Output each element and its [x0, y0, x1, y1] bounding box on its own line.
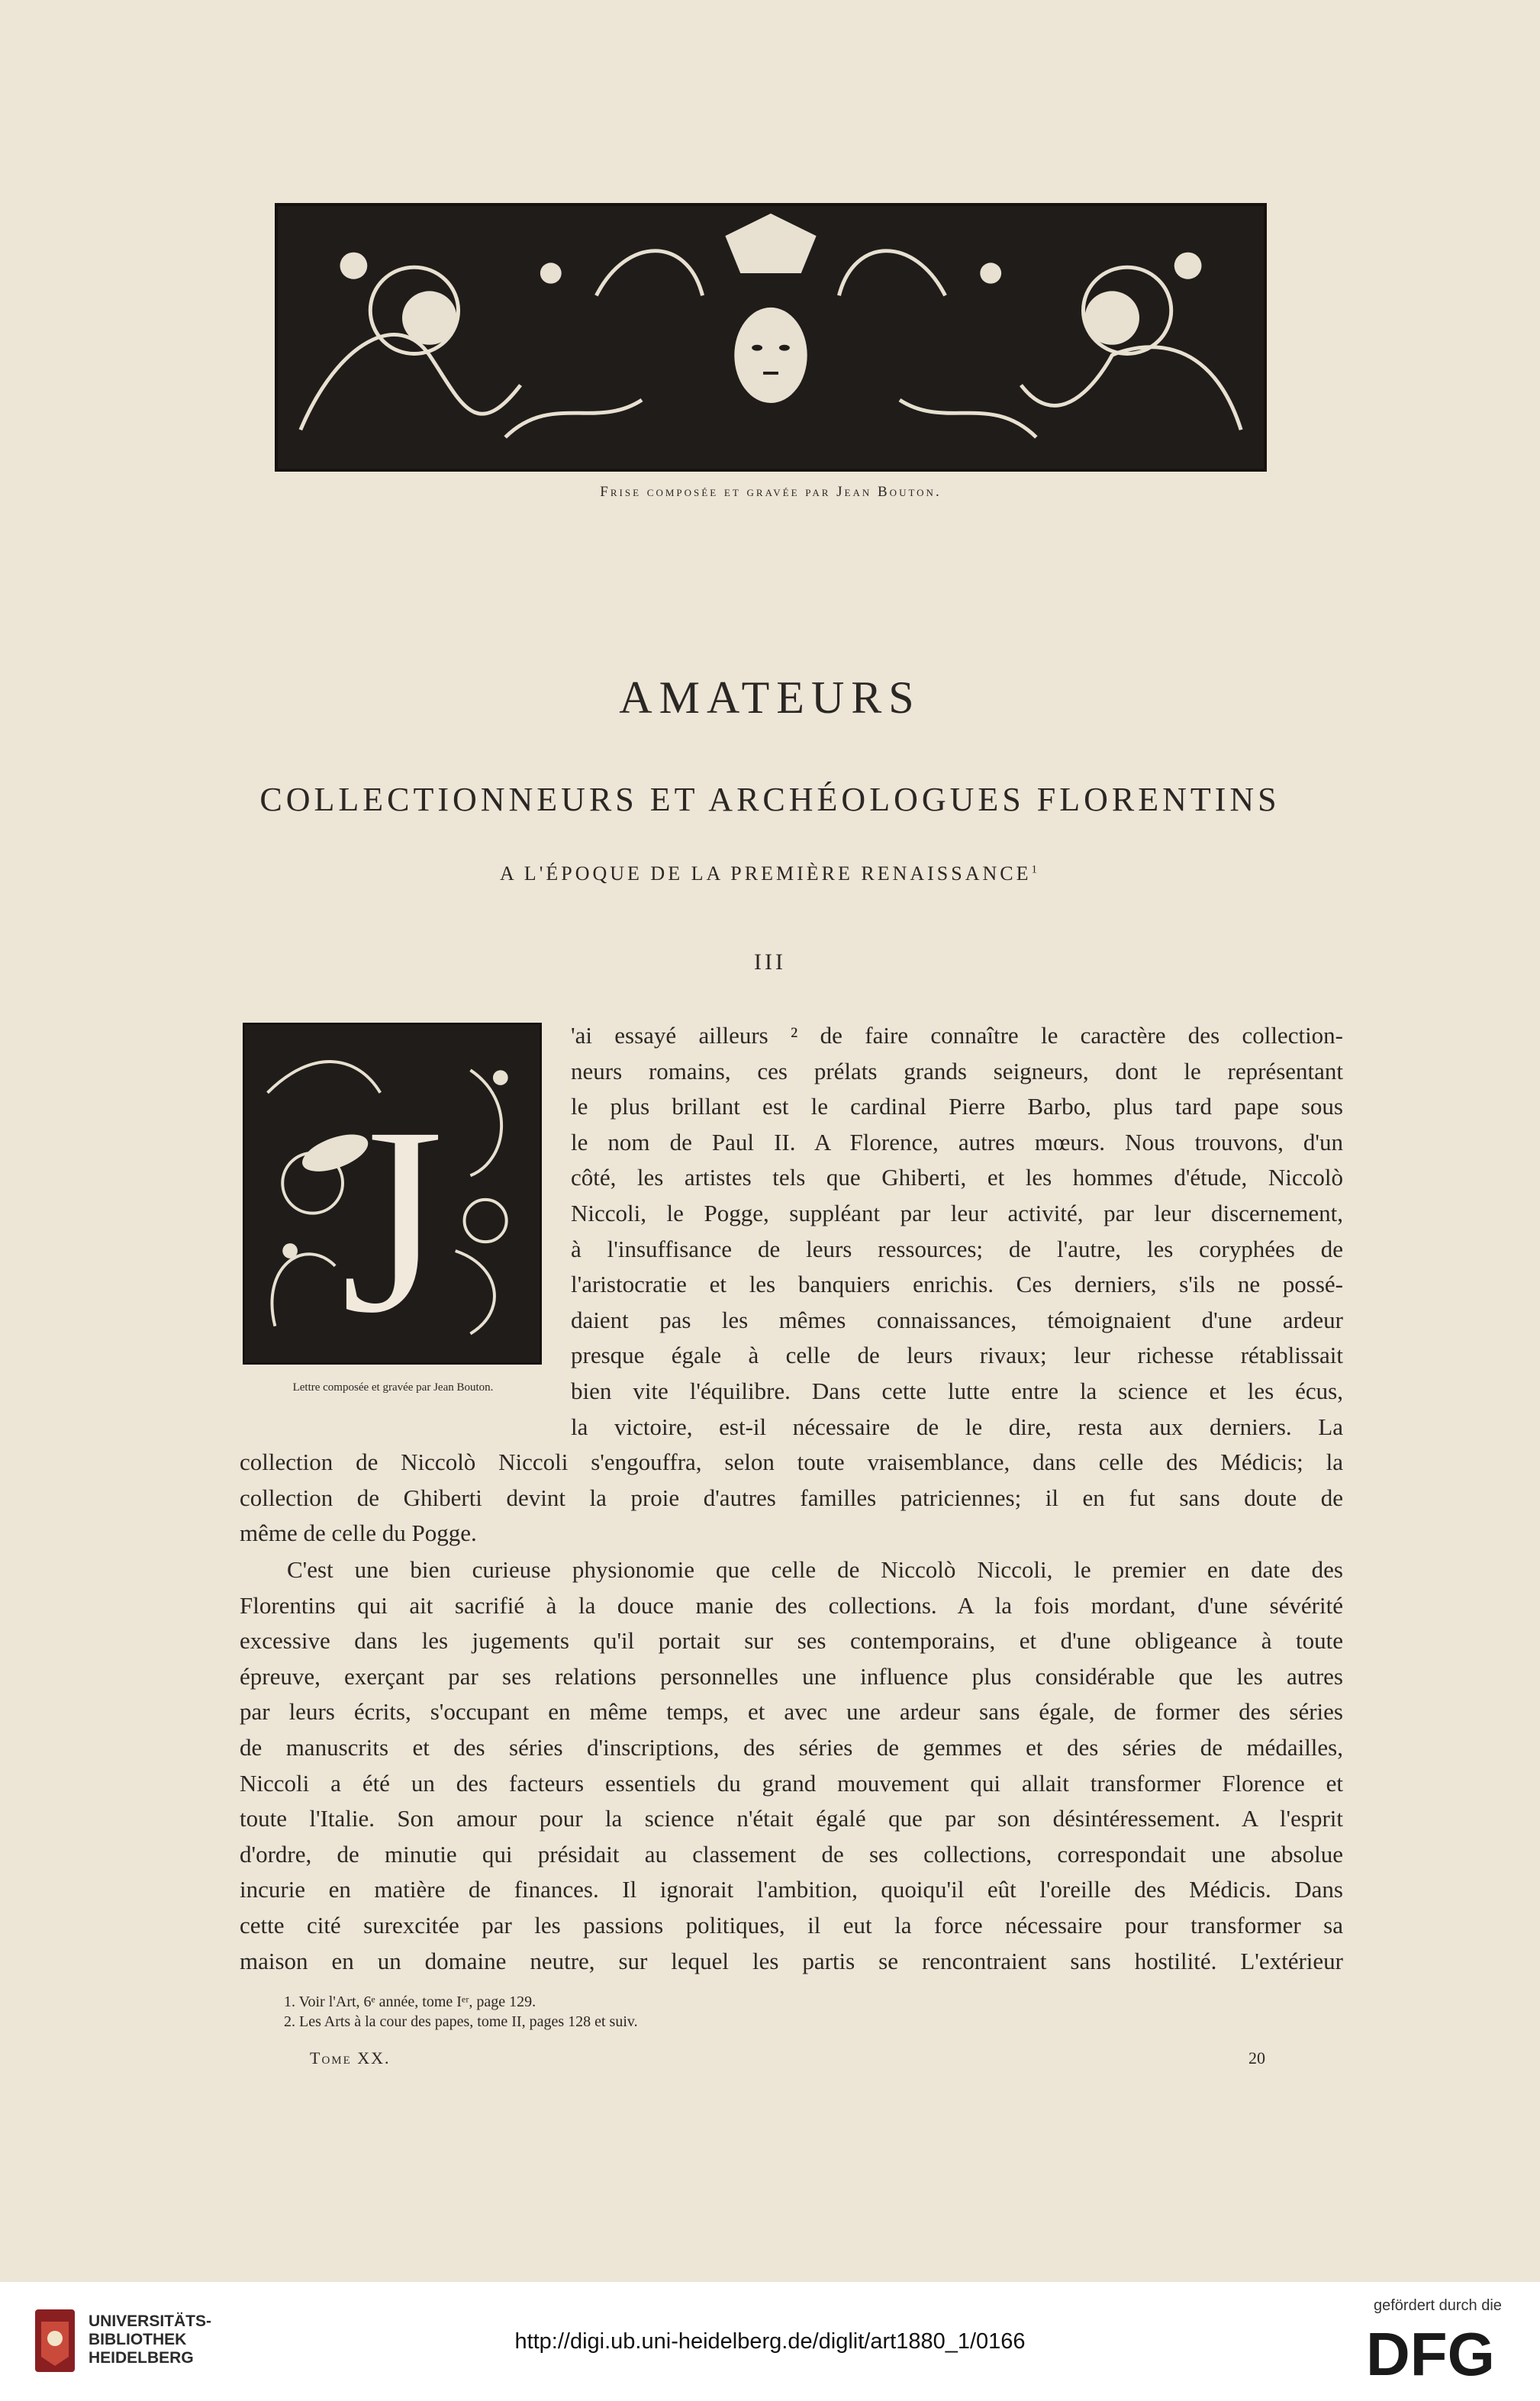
footnote: 1. Voir l'Art, 6ᵉ année, tome Iᵉʳ, page 129.	[284, 1993, 536, 2010]
text-line: toute l'Italie. Son amour pour la science n'était égalé que par son désintéressement. A l'esprit	[240, 1805, 1343, 1832]
paragraph-1-full	[240, 1445, 1343, 1552]
text-line: Niccoli, le Pogge, suppléant par leur activité, par leur discernement,	[571, 1199, 1343, 1226]
article-title: AMATEURS	[619, 672, 921, 723]
svg-text:DFG: DFG	[1366, 2325, 1495, 2383]
text-line: C'est une bien curieuse physionomie que celle de Niccolò Niccoli, le premier en date des	[287, 1556, 1343, 1583]
text-line: collection de Ghiberti devint la proie d'autres familles patriciennes; il en fut sans doute de	[240, 1484, 1343, 1511]
dfg-logo[interactable]	[1366, 2325, 1516, 2383]
text-line: collection de Niccolò Niccoli s'engouffra, selon toute vraisemblance, dans celle des Médicis; la	[240, 1449, 1343, 1475]
text-line: bien vite l'équilibre. Dans cette lutte entre la science et les écus,	[571, 1377, 1343, 1404]
footnotes	[284, 1992, 894, 2032]
university-line: HEIDELBERG	[89, 2349, 194, 2367]
permalink-url[interactable]: http://digi.ub.uni-heidelberg.de/diglit/art1880_1/0166	[514, 2329, 1026, 2354]
text-line: épreuve, exerçant par ses relations personnelles une influence plus considérable que les autres	[240, 1662, 1343, 1690]
page-number: 20	[1248, 2048, 1265, 2067]
university-line: UNIVERSITÄTS-	[89, 2312, 212, 2330]
text-line: le plus brillant est le cardinal Pierre Barbo, plus tard pape sous	[571, 1093, 1343, 1120]
article-subtitle: COLLECTIONNEURS ET ARCHÉOLOGUES FLORENTINS	[259, 781, 1281, 818]
frieze-engraving	[275, 203, 1267, 472]
tome-label: Tome XX.	[310, 2048, 391, 2067]
text-line: par leurs écrits, s'occupant en même temps, et avec une ardeur sans égale, de former des séries	[240, 1698, 1343, 1726]
text-line: incurie en matière de finances. Il ignorait l'ambition, quoiqu'il eût l'oreille des Médicis. Dans	[240, 1876, 1343, 1903]
text-line: Florentins qui ait sacrifié à la douce manie des collections. A la fois mordant, d'une sévérité	[240, 1591, 1343, 1619]
text-line: neurs romains, ces prélats grands seigneurs, dont le représentant	[571, 1057, 1343, 1084]
text-line: daient pas les mêmes connaissances, témoignaient d'une ardeur	[571, 1306, 1343, 1333]
text-line: même de celle du Pogge.	[240, 1520, 477, 1547]
text-line: l'aristocratie et les banquiers enrichis. Ces derniers, s'ils ne possé-	[571, 1271, 1343, 1298]
text-line: maison en un domaine neutre, sur lequel les partis se rencontraient sans hostilité. L'extérieur	[240, 1947, 1343, 1974]
text-line: de manuscrits et des séries d'inscriptions, des séries de gemmes et des séries de médailles,	[240, 1733, 1343, 1761]
paragraph-2	[240, 1552, 1343, 1979]
text-line: côté, les artistes tels que Ghiberti, et les hommes d'étude, Niccolò	[571, 1164, 1343, 1191]
frieze-caption: Frise composée et gravée par Jean Bouton.	[600, 484, 942, 500]
section-number: III	[754, 949, 786, 975]
footnote-ref: 1	[1031, 863, 1041, 876]
text-line: cette cité surexcitée par les passions politiques, il eut la force nécessaire pour transformer sa	[240, 1911, 1343, 1939]
text-line: à l'insuffisance de leurs ressources; de l'autre, les coryphées de	[571, 1235, 1343, 1262]
text-line: le nom de Paul II. A Florence, autres mœurs. Nous trouvons, d'un	[571, 1128, 1343, 1155]
text-line: excessive dans les jugements qu'il portait sur ses contemporains, et d'une obligeance à toute	[240, 1627, 1343, 1655]
paragraph-1-wrapped	[571, 1018, 1343, 1445]
text-line: la victoire, est-il nécessaire de le dire, resta aux derniers. La	[571, 1413, 1343, 1440]
dropcap-letter: J	[340, 1069, 445, 1362]
text-line: 'ai essayé ailleurs ² de faire connaître le caractère des collection-	[571, 1022, 1343, 1049]
dropcap-caption: Lettre composée et gravée par Jean Bouton.	[292, 1381, 494, 1394]
dropcap-engraving	[243, 1023, 542, 1365]
article-subsubtitle: A L'ÉPOQUE DE LA PREMIÈRE RENAISSANCE$^1$	[499, 862, 1041, 885]
text-line: d'ordre, de minutie qui présidait au classement de ses collections, correspondait une absolue	[240, 1840, 1343, 1868]
text-line: Niccoli a été un des facteurs essentiels du grand mouvement qui allait transformer Florence et	[240, 1769, 1343, 1797]
text-line: presque égale à celle de leurs rivaux; leur richesse rétablissait	[571, 1342, 1343, 1369]
footnote: 2. Les Arts à la cour des papes, tome II, pages 128 et suiv.	[284, 2013, 638, 2030]
university-line: BIBLIOTHEK	[89, 2331, 187, 2348]
sponsor-label: gefördert durch die	[1374, 2297, 1502, 2314]
